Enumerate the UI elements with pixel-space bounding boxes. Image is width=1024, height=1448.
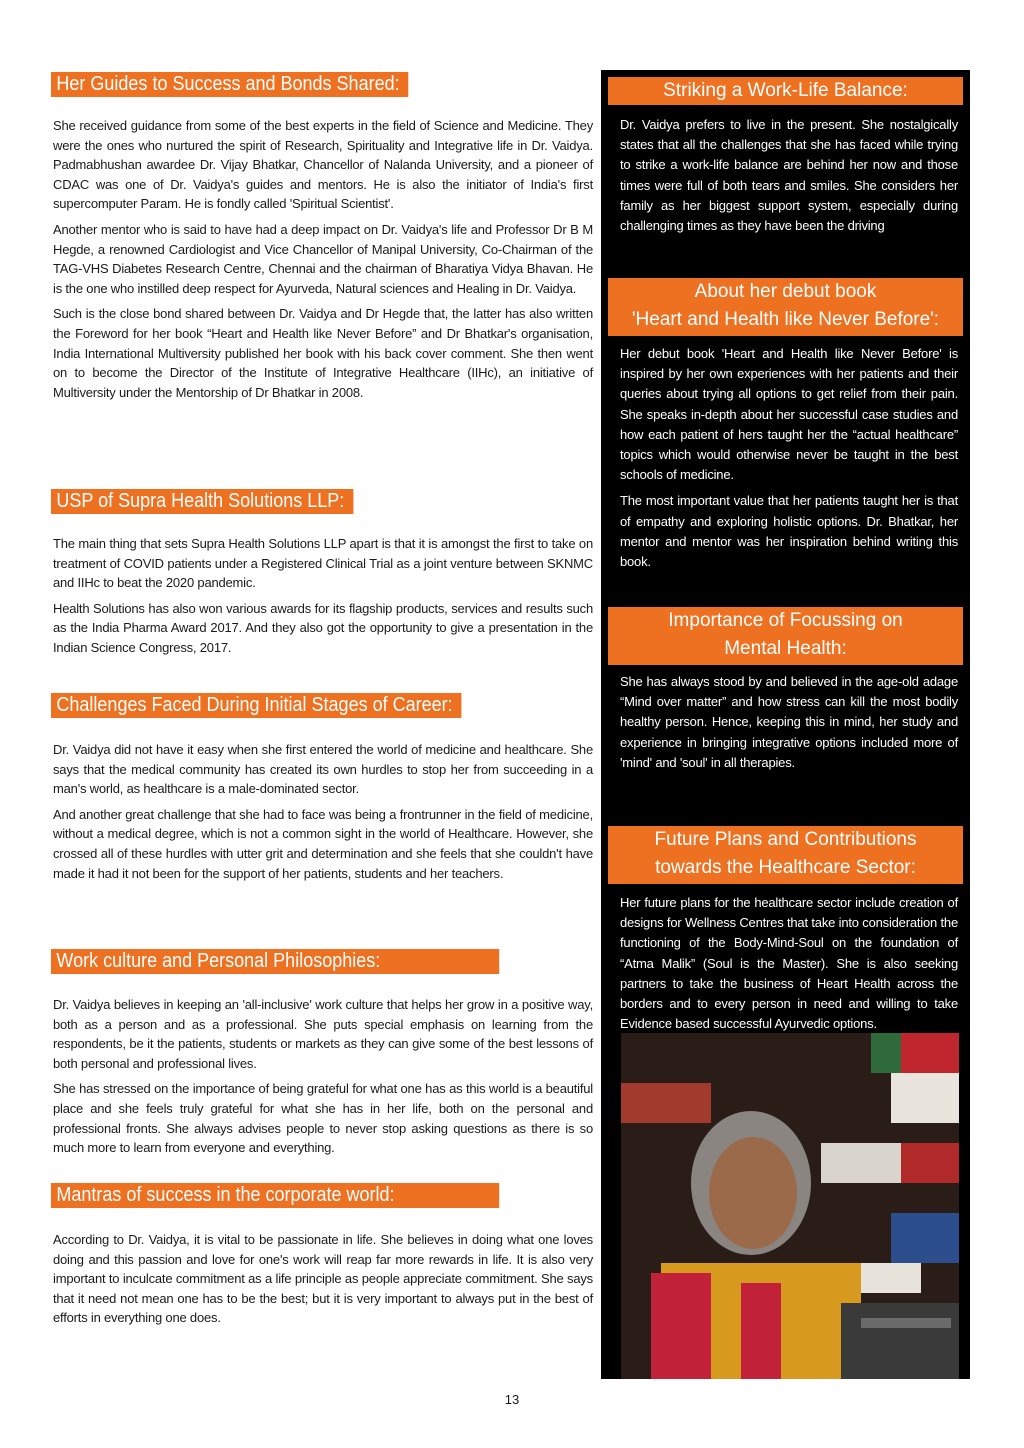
sidebar-panel — [601, 70, 970, 1379]
future-plans-heading-line-1: Future Plans and Contributions — [654, 829, 917, 850]
debut-book-heading-line-1: About her debut book — [694, 281, 877, 302]
section-heading-work-culture: Work culture and Personal Philosophies: — [51, 949, 499, 974]
work-life-paragraph: Dr. Vaidya prefers to live in the present. She nostalgically states that all the challenges that she has faced while trying to strike a work-life balance are behind her now and those times were full of both tears and smiles. She considers her family as her biggest support system, especially during challenging times as they have been the driving — [620, 117, 958, 234]
challenges-paragraph-2: And another great challenge that she had to face was being a frontrunner in the field of medicine, without a medical degree, which is not a common sight in the world of Healthcare. However, she crossed all of these hurdles with utter grit and determination and she feels that she couldn't have made it had it not been for the support of her patients, students and her teachers. — [53, 806, 593, 881]
page-number: 13 — [504, 1392, 520, 1407]
section-heading-challenges: Challenges Faced During Initial Stages of Career: — [51, 693, 462, 718]
section-heading-guides: Her Guides to Success and Bonds Shared: — [51, 72, 409, 97]
mental-health-heading-line-2: Mental Health: — [724, 638, 847, 659]
section-heading-mental-health — [608, 607, 963, 665]
guides-paragraph-1: She received guidance from some of the best experts in the field of Science and Medicine. They were the ones who nurtured the spirit of Research, Spirituality and Integrative life in Dr. Vaidya. Padmabhushan awardee Dr. Vijay Bhatkar, Chancellor of Nalanda University, and a pioneer of CDAC was one of Dr. Vaidya's guides and mentors. He is also the initiator of India's first supercomputer Param. He is fondly called 'Spiritual Scientist'. — [53, 118, 593, 212]
mental-health-paragraph: She has always stood by and believed in the age-old adage “Mind over matter” and how stress can kill the most bodily healthy person. Hence, keeping this in mind, her study and experience in bringing integrative options included more of 'mind' and 'soul' in all therapies. — [620, 674, 958, 770]
guides-paragraph-3: Such is the close bond shared between Dr. Vaidya and Dr Hegde that, the latter has also written the Foreword for her book “Heart and Health like Never Before” and Dr Bhatkar's organisation, India International Multiversity published her book with his back cover comment. She then went on to become the Director of the Institute of Integrative Healthcare (IIHc), an initiative of Multiversity under the Mentorship of Dr Bhatkar in 2008. — [53, 306, 593, 400]
section-heading-work-life: Striking a Work-Life Balance: — [608, 77, 963, 105]
speaker-photo-illustration — [621, 1033, 959, 1379]
usp-paragraph-2: Health Solutions has also won various awards for its flagship products, services and results such as the India Pharma Award 2017. And they also got the opportunity to give a presentation in the Indian Science Congress, 2017. — [53, 600, 593, 655]
guides-paragraph-2: Another mentor who is said to have had a deep impact on Dr. Vaidya's life and Professor Dr B M Hegde, a renowned Cardiologist and Vice Chancellor of Manipal University, Co-Chairman of the TAG-VHS Diabetes Research Centre, Chennai and the chairman of Bharatiya Vidya Bhavan. He is the one who instilled deep respect for Ayurveda, Natural sciences and Healing in Dr. Vaidya. — [53, 221, 593, 296]
future-plans-heading-line-2: towards the Healthcare Sector: — [655, 857, 916, 878]
future-plans-paragraph: Her future plans for the healthcare sector include creation of designs for Wellness Centres that take into consideration the functioning of the Body-Mind-Soul on the foundation of “Atma Malik” (Soul is the Master). She is also seeking partners to take the business of Heart Health across the borders and to every person in need and willing to take Evidence based successful Ayurvedic options. — [620, 895, 958, 1032]
section-heading-future-plans — [608, 826, 963, 884]
challenges-paragraph-1: Dr. Vaidya did not have it easy when she first entered the world of medicine and healthcare. She says that the medical community has created its own hurdles to stop her from succeeding in a man's world, as healthcare is a male-dominated sector. — [53, 742, 593, 797]
section-heading-debut-book — [608, 278, 963, 336]
work-culture-paragraph-2: She has stressed on the importance of being grateful for what one has as this world is a beautiful place and she feels truly grateful for what she has in her life, both on the personal and professional fronts. She always advises people to never stop asking questions as there is so much more to learn from everyone and everything. — [53, 1081, 593, 1156]
debut-book-heading-line-2: 'Heart and Health like Never Before': — [631, 309, 940, 330]
speaker-photo — [621, 1033, 959, 1379]
mental-health-heading-line-1: Importance of Focussing on — [668, 610, 903, 631]
debut-book-paragraph-1: Her debut book 'Heart and Health like Never Before' is inspired by her own experiences with her patients and their queries about trying all options to get relief from their pain. She speaks in-depth about her successful case studies and how each patient of hers taught her the “actual healthcare” topics which would otherwise never be taught in the best schools of medicine. — [620, 346, 958, 483]
work-culture-paragraph-1: Dr. Vaidya believes in keeping an 'all-inclusive' work culture that helps her grow in a positive way, both as a person and as a professional. She puts special emphasis on learning from the respondents, be it the patients, students or markets as they can give some of the best lessons of both personal and professional lives. — [53, 997, 593, 1071]
section-heading-usp: USP of Supra Health Solutions LLP: — [51, 489, 353, 514]
section-heading-mantras: Mantras of success in the corporate world: — [51, 1183, 499, 1208]
mantras-paragraph-1: According to Dr. Vaidya, it is vital to be passionate in life. She believes in doing what one loves doing and this passion and love for one's work will reap far more rewards in life. It is also very important to inculcate commitment as a life principle as people appreciate commitment. She says that it need not mean one has to be the best; but it is very important to always put in the best of efforts in everything one does. — [53, 1232, 593, 1326]
usp-paragraph-1: The main thing that sets Supra Health Solutions LLP apart is that it is amongst the first to take on treatment of COVID patients under a Registered Clinical Trial as a joint venture between SKNMC and IIHc to beat the 2020 pandemic. — [53, 536, 593, 591]
debut-book-paragraph-2: The most important value that her patients taught her is that of empathy and exploring holistic options. Dr. Bhatkar, her mentor and mentor was her inspiration behind writing this book. — [620, 493, 958, 570]
